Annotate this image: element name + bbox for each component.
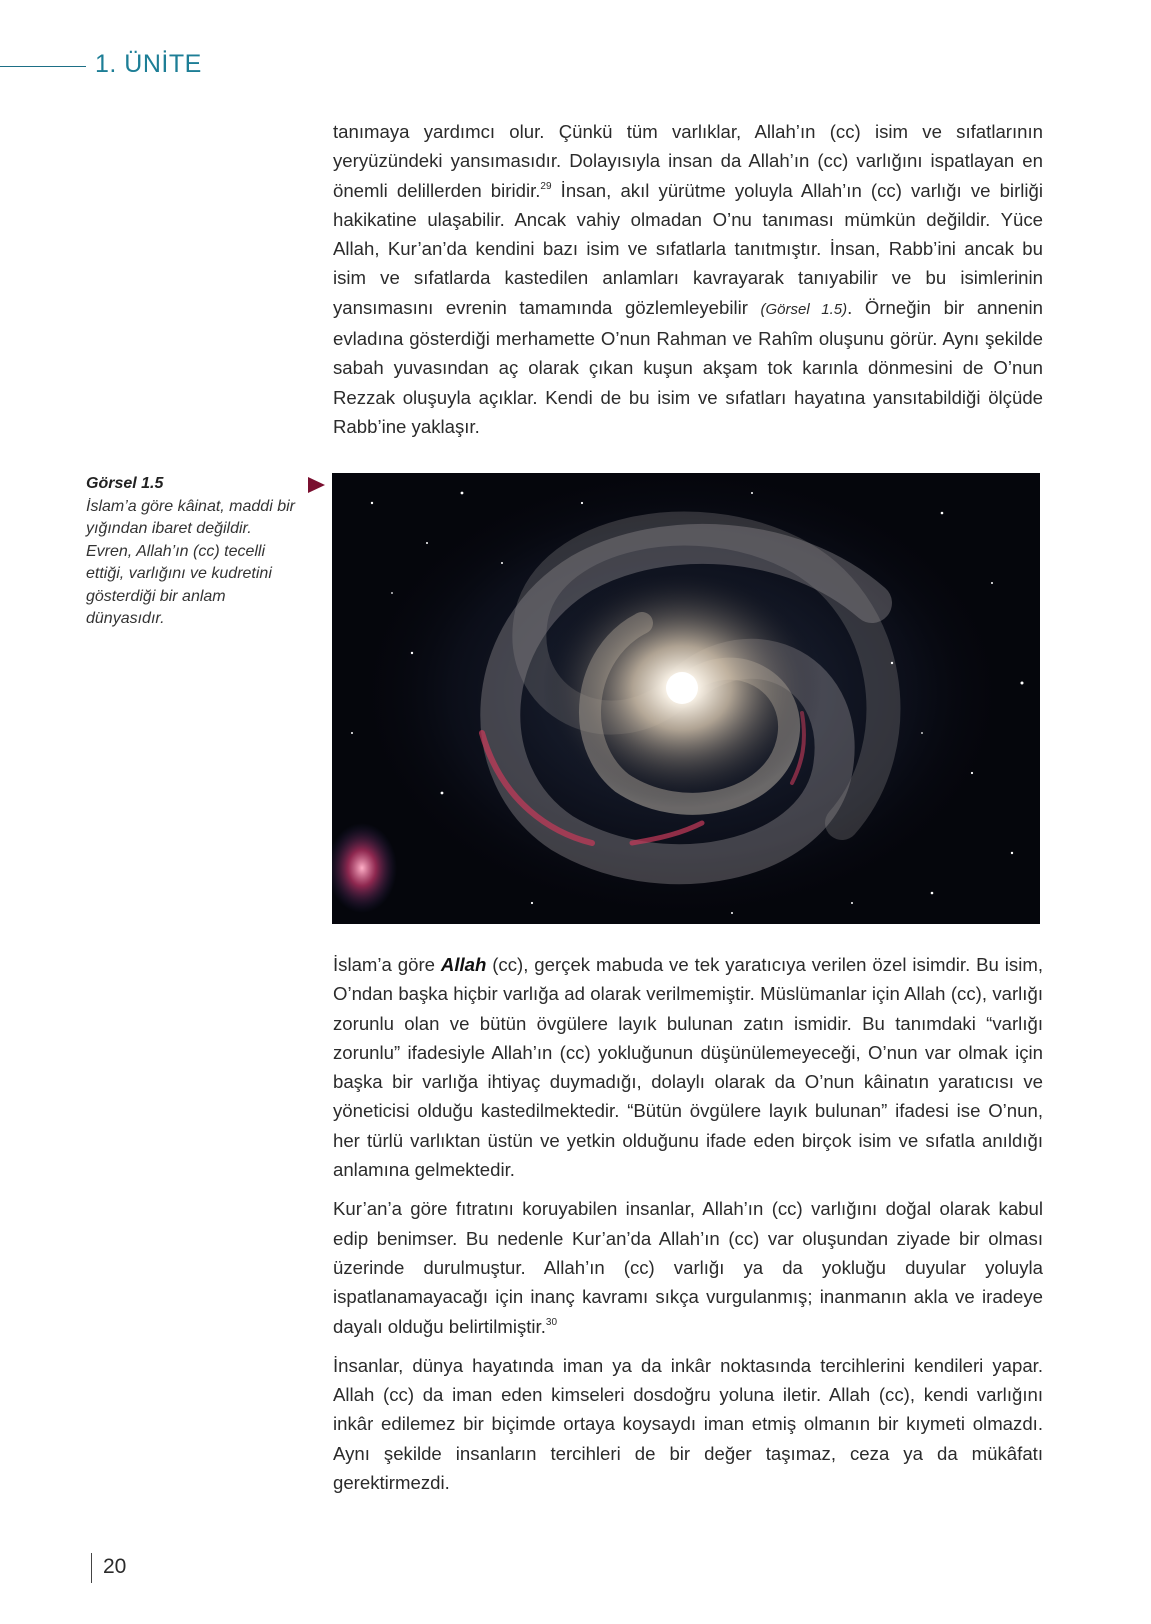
caption-pointer-icon [308, 477, 325, 493]
galaxy-image [332, 473, 1040, 924]
header-rule [0, 66, 86, 67]
footnote-ref: 30 [545, 1316, 558, 1328]
figure-reference: (Görsel 1.5) [760, 300, 848, 318]
body-text-bottom [333, 950, 1043, 1507]
page-number-rule [91, 1553, 92, 1583]
paragraph: İslam’a göre Allah (cc), gerçek mabuda ve tek yaratıcıya verilen özel isimdir. Bu isim, O’ndan başka hiçbir varlığa ad olarak verilmemiştir. Müslümanlar için Allah (cc), varlığı zorunlu olan ve bütün övgülere layık bulunan zatın ismidir. Bu tanımdaki “varlığı zorunlu” ifadesiyle Allah’ın (cc) yokluğunun düşünülemeyeceği, O’nun var olmak için başka bir varlığa ihtiyaç duymadığı, dolaylı olarak da O’nun kâinatın yaratıcısı ve yöneticisi olduğu kastedilmektedir. “Bütün övgülere layık bulunan” ifadesi ise O’nun, her türlü varlıktan üstün ve yetkin olduğunu ifade eden birçok isim ve sıfatla anıldığı anlamına gelmektedir. [333, 954, 1043, 1181]
emphasis-allah: Allah [440, 954, 487, 975]
caption-text: İslam’a göre kâinat, maddi bir yığından ibaret değildir. Evren, Allah’ın (cc) tecelli ettiği, varlığını ve kudretini gösterdiği bir anlam dünyasıdır. [86, 497, 295, 627]
galaxy-illustration [332, 473, 1040, 924]
figure-caption [86, 473, 296, 631]
page-number: 20 [103, 1555, 127, 1578]
caption-title: Görsel 1.5 [86, 475, 164, 492]
paragraph: Kur’an’a göre fıtratını koruyabilen insanlar, Allah’ın (cc) varlığını doğal olarak kabul edip benimser. Bu nedenle Kur’an’da Allah’ın (cc) var oluşundan ziyade bir olması üzerinde durulmuştur. Allah’ın (cc) varlığı ya da yokluğu duyular yoluyla ispatlanamayacağı için inanç kavramı sıkça vurgulanmış; inanmanın akla ve iradeye dayalı olduğu belirtilmiştir.$^{30}$ [333, 1198, 1043, 1337]
paragraph: İnsanlar, dünya hayatında iman ya da inkâr noktasında tercihlerini kendileri yapar. Allah (cc) da iman eden kimseleri dosdoğru yoluna iletir. Allah (cc), kendi varlığını inkâr edilemez bir biçimde ortaya koysaydı iman etmiş olmanın bir kıymeti olmazdı. Aynı şekilde insanların tercihleri de bir değer taşımaz, ceza ya da mükâfatı gerektirmezdi. [333, 1354, 1043, 1494]
body-text-top [333, 117, 1043, 451]
footnote-ref: 29 [540, 180, 552, 192]
paragraph: tanımaya yardımcı olur. Çünkü tüm varlıklar, Allah’ın (cc) isim ve sıfatlarının yeryüzündeki yansımasıdır. Dolayısıyla insan da Allah’ın (cc) varlığını ispatlayan en önemli delillerden biridir.$^{29}$ İnsan, akıl yürütme yoluyla Allah’ın (cc) varlığı ve birliği hakikatine ulaşabilir. Ancak vahiy olmadan O’nu tanıması mümkün değildir. Yüce Allah, Kur’an’da kendini bazı isim ve sıfatlarla tanıtmıştır. İnsan, Rabb’ini ancak bu isim ve sıfatlarda kastedilen anlamları kavrayarak tanıyabilir ve bu isimlerinin yansımasını evrenin tamamında gözlemleyebilir (Görsel 1.5). Örneğin bir annenin evladına gösterdiği merhamette O’nun Rahman ve Rahîm oluşunu görür. Aynı şekilde sabah yuvasından aç olarak çıkan kuşun akşam tok karınla dönmesini de O’nun Rezzak oluşuyla açıklar. Kendi de bu isim ve sıfatları hayatına yansıtabildiği ölçüde Rabb’ine yaklaşır. [333, 121, 1043, 437]
unit-title: 1. ÜNİTE [95, 50, 202, 78]
